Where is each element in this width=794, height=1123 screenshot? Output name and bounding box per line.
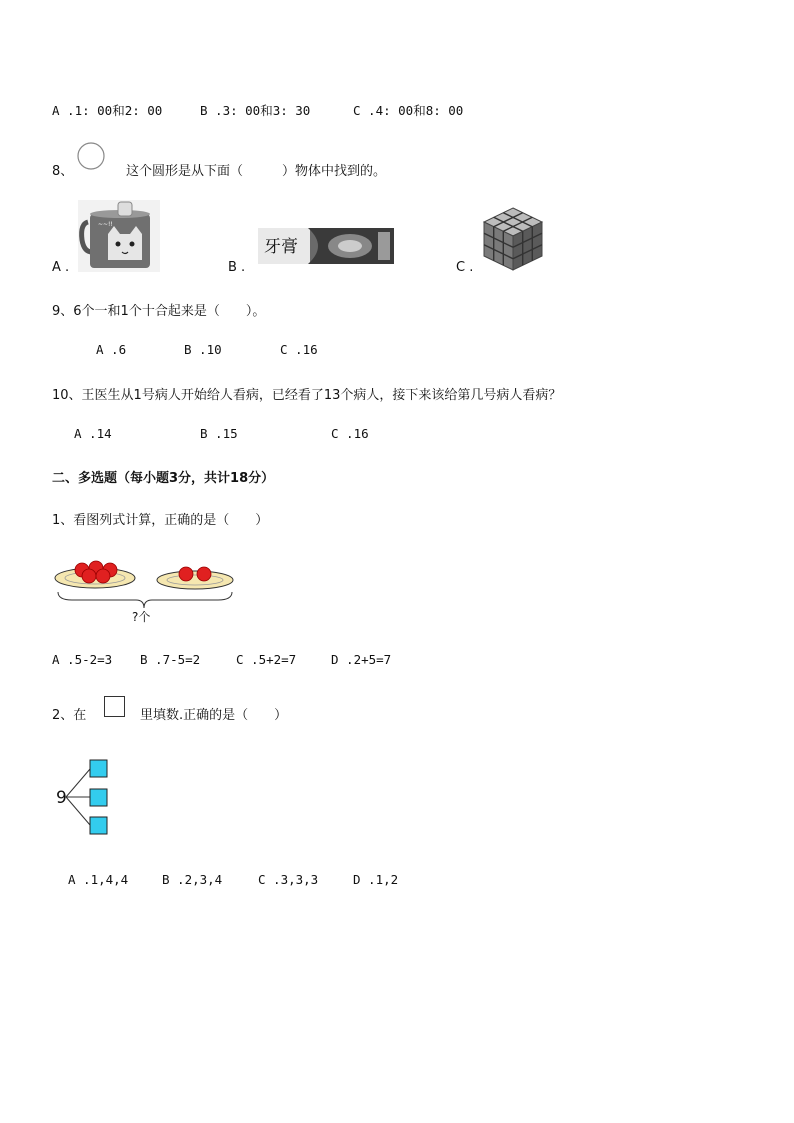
q10-option-b[interactable]: B .15 <box>200 426 238 441</box>
m2-option-b[interactable]: B .2,3,4 <box>162 872 223 887</box>
toothpaste-text: 牙膏 <box>264 237 298 257</box>
split-total: 9 <box>56 788 67 808</box>
m2-stem-after: 里填数.正确的是（ ） <box>140 708 288 723</box>
q8-option-c-letter[interactable]: C . <box>456 260 474 275</box>
m2-option-a[interactable]: A .1,4,4 <box>68 872 129 887</box>
q10-stem: 10、王医生从1号病人开始给人看病，已经看了13个病人，接下来该给第几号病人看病？ <box>52 388 562 403</box>
q7-option-b[interactable]: B .3: 00和3: 30 <box>200 103 311 118</box>
m2-option-c[interactable]: C .3,3,3 <box>258 872 319 887</box>
q9-option-b[interactable]: B .10 <box>184 342 222 357</box>
m1-option-d[interactable]: D .2+5=7 <box>331 652 392 667</box>
q8-number: 8、 <box>52 164 74 179</box>
section-title: 二、多选题（每小题3分，共计18分） <box>52 471 275 486</box>
q8-option-a-letter[interactable]: A . <box>52 260 70 275</box>
q8-option-b-letter[interactable]: B . <box>228 260 246 275</box>
answer-box-top[interactable] <box>90 760 107 777</box>
q8-stem: 这个圆形是从下面（ ）物体中找到的。 <box>126 164 387 179</box>
mug-image[interactable] <box>78 200 160 272</box>
m1-option-a[interactable]: A .5-2=3 <box>52 652 113 667</box>
m1-option-b[interactable]: B .7-5=2 <box>140 652 201 667</box>
q10-option-c[interactable]: C .16 <box>331 426 369 441</box>
empty-box-icon <box>104 696 126 718</box>
m2-stem-before: 2、在 <box>52 708 87 723</box>
circle-shape-icon <box>77 142 107 172</box>
m1-option-c[interactable]: C .5+2=7 <box>236 652 297 667</box>
q10-option-a[interactable]: A .14 <box>74 426 112 441</box>
q7-option-a[interactable]: A .1: 00和2: 00 <box>52 103 163 118</box>
q9-stem: 9、6个一和1个十合起来是（ ）。 <box>52 304 266 319</box>
toothpaste-box-image[interactable] <box>258 228 394 264</box>
brace-label: ?个 <box>132 610 151 624</box>
answer-box-bottom[interactable] <box>90 817 107 834</box>
mug-text: ~~!! <box>98 221 113 228</box>
answer-box-middle[interactable] <box>90 789 107 806</box>
q9-option-c[interactable]: C .16 <box>280 342 318 357</box>
m2-option-d[interactable]: D .1,2 <box>353 872 399 887</box>
q7-option-c[interactable]: C .4: 00和8: 00 <box>353 103 464 118</box>
q9-option-a[interactable]: A .6 <box>96 342 127 357</box>
rubik-cube-image[interactable] <box>482 206 544 272</box>
m1-stem: 1、看图列式计算，正确的是（ ） <box>52 513 269 528</box>
